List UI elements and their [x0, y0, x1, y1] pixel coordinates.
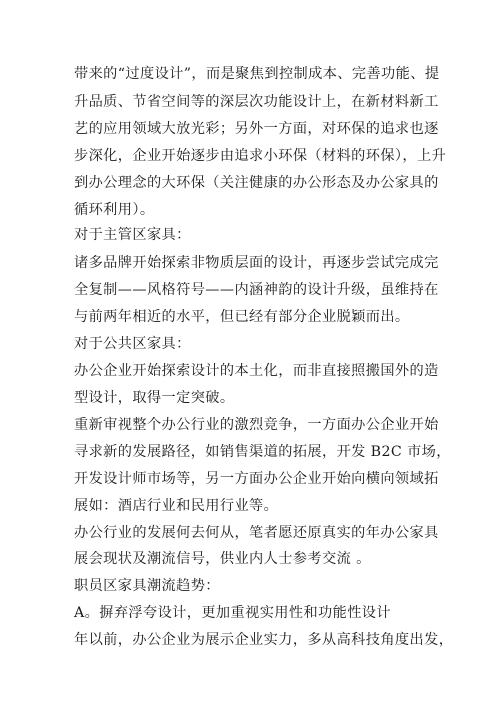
- text-line: 型设计，取得一定突破。: [74, 390, 235, 406]
- text-line: 诸多品牌开始探索非物质层面的设计，再逐步尝试完成完: [74, 255, 439, 271]
- text-line: 到办公理念的大环保（关注健康的办公形态及办公家具的: [74, 175, 439, 191]
- text-line: 重新审视整个办公行业的激烈竞争，一方面办公企业开始: [74, 417, 439, 433]
- text-line: 与前两年相近的水平，但已经有部分企业脱颖而出。: [74, 309, 410, 325]
- text-line: 步深化，企业开始逐步由追求小环保（材料的环保），上升: [74, 148, 447, 164]
- section-heading: 对于主管区家具：: [74, 227, 191, 243]
- text-line: 升品质、节省空间等的深层次功能设计上，在新材料新工: [74, 94, 439, 110]
- text-line: 展会现状及潮流信号，供业内人士参考交流 。: [74, 551, 371, 567]
- text-line: A。摒弃浮夸设计，更加重视实用性和功能性设计: [74, 605, 391, 621]
- text-line: 办公行业的发展何去何从，笔者愿还原真实的年办公家具: [74, 525, 439, 541]
- text-line: 开发设计师市场等，另一方面办公企业开始向横向领域拓: [74, 471, 439, 487]
- section-heading: 职员区家具潮流趋势：: [74, 578, 220, 594]
- text-line: 全复制——风格符号——内涵神韵的设计升级，虽维持在: [74, 282, 439, 298]
- text-line: 艺的应用领域大放光彩；另外一方面，对环保的追求也逐: [74, 121, 439, 137]
- text-line: 循环利用）。: [74, 202, 155, 218]
- text-line: 展如：酒店行业和民用行业等。: [74, 498, 279, 514]
- text-line: 办公企业开始探索设计的本土化，而非直接照搬国外的造: [74, 363, 439, 379]
- text-line: 寻求新的发展路径，如销售渠道的拓展，开发 B2C 市场，: [74, 444, 451, 460]
- section-heading: 对于公共区家具：: [74, 336, 191, 352]
- text-line: 年以前，办公企业为展示企业实力，多从高科技角度出发，: [74, 632, 454, 648]
- text-line: 带来的“过度设计”，而是聚焦到控制成本、完善功能、提: [74, 66, 440, 82]
